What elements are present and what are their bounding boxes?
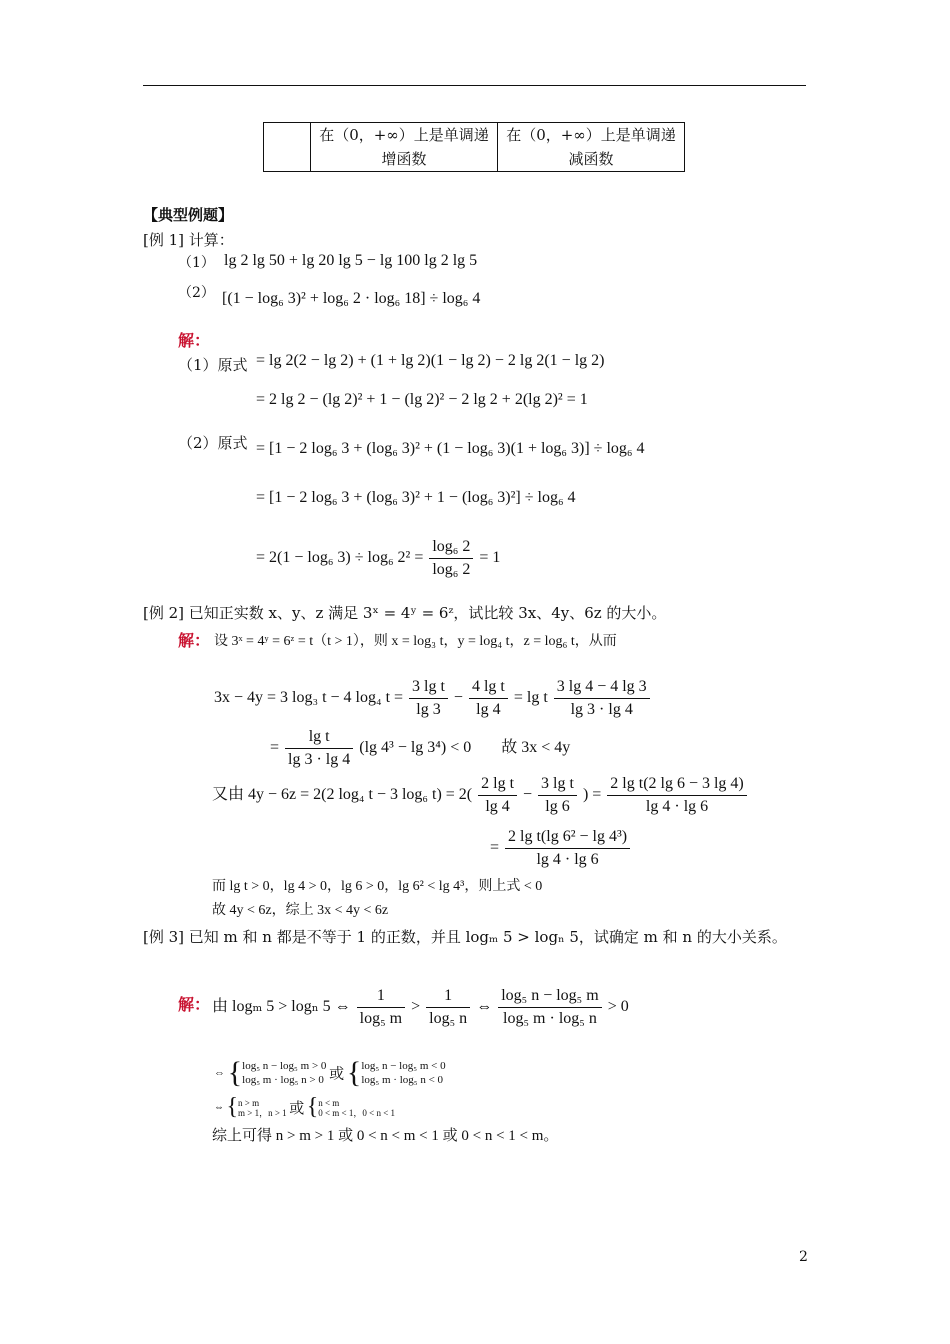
ex2-line3-close: ) = (582, 786, 602, 804)
ex2-line1-fraction-c (554, 676, 650, 721)
system-of-inequalities (318, 1098, 395, 1118)
fraction-denominator: lg 6 (545, 798, 570, 815)
system-row: 0 < m < 1，0 < n < 1 (318, 1107, 396, 1118)
ex2-line4-fraction (505, 826, 630, 871)
system-of-inequalities (361, 1059, 445, 1087)
fraction-numerator: 4 lg t (469, 676, 508, 699)
fraction-numerator: 1 (426, 985, 470, 1008)
fraction-numerator: log₅ n − log₅ m (498, 985, 602, 1008)
fraction-denominator: log₆ 2 (432, 561, 471, 578)
ex2-line2-fraction (285, 726, 353, 771)
ex1-s2-line3 (256, 536, 500, 581)
ex2-line3 (212, 773, 749, 818)
fraction-numerator: 2 lg t(2 lg 6 − 3 lg 4) (607, 773, 746, 796)
system-row: n > m (238, 1097, 260, 1108)
equals-sign: = (270, 739, 280, 757)
ex1-s2-line3-right: = 1 (479, 549, 501, 567)
left-brace-icon: { (226, 1094, 239, 1120)
system-of-inequalities (238, 1098, 287, 1118)
ex1-q1-number: （1） (178, 255, 215, 271)
system-row: log₅ n − log₅ m > 0 (242, 1060, 327, 1072)
ex3-label: [例 3] 已知 m 和 n 都是不等于 1 的正数，并且 logₘ 5 > logₙ 5，试确定 m 和 n 的大小关系。 (143, 928, 787, 946)
system-row: log₅ m · log₅ n > 0 (242, 1074, 324, 1086)
ex2-solution-label: 解： (178, 631, 211, 650)
ex1-s1-prefix: （1）原式 (178, 356, 248, 374)
system-row: log₅ m · log₅ n < 0 (361, 1074, 444, 1086)
ex2-line2 (270, 726, 570, 771)
ex3-solution-label: 解： (178, 995, 211, 1014)
ex3-line1-fraction-b (426, 985, 470, 1030)
ex1-s1-line1: = lg 2(2 − lg 2) + (1 + lg 2)(1 − lg 2) − 2 lg 2(1 − lg 2) (256, 352, 605, 369)
fraction-numerator: 3 lg t (538, 773, 577, 796)
ex2-line5: 而 lg t > 0，lg 4 > 0，lg 6 > 0，lg 6² < lg 4³，则上式 < 0 (212, 879, 543, 894)
ex1-s2-line2: = [1 − 2 log₆ 3 + (log₆ 3)² + 1 − (log₆ 3)²] ÷ log₆ 4 (256, 489, 576, 506)
ex1-s2-prefix: （2）原式 (178, 434, 248, 452)
ex3-line1-left: 由 logₘ 5 > logₙ 5 ⇔ (212, 998, 351, 1016)
ex2-line2-rest: (lg 4³ − lg 3⁴) < 0 (359, 739, 472, 757)
header-rule (143, 85, 806, 86)
system-row: m > 1，n > 1 (238, 1107, 287, 1118)
fraction-numerator: lg t (285, 726, 353, 749)
fraction-denominator: log₅ m (359, 1010, 403, 1027)
section-title: 【典型例题】 (143, 206, 234, 224)
ex3-conclusion: 综上可得 n > m > 1 或 0 < n < m < 1 或 0 < n < 1 < m。 (212, 1128, 559, 1144)
iff-sign: ⇔ (476, 998, 493, 1016)
system-row: n < m (318, 1097, 340, 1108)
ex3-line1-right: > 0 (607, 998, 629, 1016)
equals-sign: = (490, 839, 500, 857)
fraction-denominator: lg 4 (485, 798, 510, 815)
ex2-line3-fraction-a (478, 773, 517, 818)
ex1-s2-line1: = [1 − 2 log₆ 3 + (log₆ 3)² + (1 − log₆ 3)(1 + log₆ 3)] ÷ log₆ 4 (256, 440, 645, 457)
fraction-denominator: lg 4 (476, 701, 501, 718)
fraction-denominator: log₅ m · log₅ n (503, 1010, 597, 1027)
or-word: 或 (289, 1101, 305, 1117)
ex1-q2-expression: [(1 − log₆ 3)² + log₆ 2 · log₆ 18] ÷ log₆ 4 (222, 290, 481, 307)
table-cell-empty (264, 123, 311, 172)
ex2-line3-fraction-c (607, 773, 746, 818)
greater-sign: > (411, 998, 421, 1016)
table-row (264, 123, 685, 172)
fraction-numerator: log₆ 2 (429, 536, 473, 559)
ex2-line4 (490, 826, 632, 871)
table-cell-decreasing: 在（0，+∞）上是单调递减函数 (498, 123, 685, 172)
ex2-line3-fraction-b (538, 773, 577, 818)
fraction-numerator: 3 lg t (409, 676, 448, 699)
left-brace-icon: { (306, 1094, 319, 1120)
ex3-line1 (212, 985, 629, 1030)
ex2-line2-conclusion: 故 3x < 4y (501, 739, 571, 757)
fraction-denominator: lg 4 · lg 6 (536, 851, 599, 868)
table-cell-increasing: 在（0，+∞）上是单调递增函数 (311, 123, 498, 172)
ex2-line1-left: 3x − 4y = 3 log₃ t − 4 log₄ t = (214, 689, 404, 707)
fraction-denominator: lg 4 · lg 6 (645, 798, 709, 815)
page-number: 2 (799, 1249, 808, 1265)
ex2-line3-left: 又由 4y − 6z = 2(2 log₄ t − 3 log₆ t) = 2( (212, 786, 473, 804)
fraction-denominator: lg 3 · lg 4 (570, 701, 633, 718)
iff-sign: ⇔ (214, 1102, 224, 1113)
ex1-label: [例 1] 计算： (143, 231, 234, 249)
ex3-line3 (214, 1094, 395, 1121)
ex1-q1-expression: lg 2 lg 50 + lg 20 lg 5 − lg 100 lg 2 lg 5 (224, 252, 478, 269)
monotonicity-table (263, 122, 685, 172)
ex2-line6: 故 4y < 6z，综上 3x < 4y < 6z (212, 903, 389, 918)
system-of-inequalities (242, 1059, 326, 1087)
ex3-line2 (214, 1056, 446, 1090)
fraction-numerator: 1 (357, 985, 405, 1008)
ex1-s1-line2: = 2 lg 2 − (lg 2)² + 1 − (lg 2)² − 2 lg 2 + 2(lg 2)² = 1 (256, 391, 588, 408)
fraction-numerator: 2 lg t(lg 6² − lg 4³) (505, 826, 630, 849)
left-brace-icon: { (227, 1056, 243, 1089)
minus-sign: − (453, 689, 463, 707)
ex2-line1-fraction-a (409, 676, 448, 721)
ex1-solution-label: 解： (178, 331, 211, 350)
ex2-line1-mid: = lg t (513, 689, 548, 707)
or-word: 或 (329, 1066, 345, 1083)
fraction-denominator: lg 3 · lg 4 (288, 751, 351, 768)
left-brace-icon: { (346, 1056, 362, 1089)
ex2-set-line: 设 3ˣ = 4ʸ = 6ᶻ = t（t > 1），则 x = log₃ t，y = log₄ t，z = log₆ t，从而 (214, 634, 617, 649)
fraction-numerator: 3 lg 4 − 4 lg 3 (554, 676, 650, 699)
minus-sign: − (523, 786, 533, 804)
ex2-line1 (214, 676, 652, 721)
fraction-denominator: log₅ n (429, 1010, 468, 1027)
fraction-denominator: lg 3 (416, 701, 441, 718)
ex2-label: [例 2] 已知正实数 x、y、z 满足 3ˣ = 4ʸ = 6ᶻ，试比较 3x、4y、6z 的大小。 (143, 604, 667, 622)
ex1-q2-number: （2） (178, 285, 215, 301)
ex3-line1-fraction-a (357, 985, 405, 1030)
ex3-line1-fraction-c (498, 985, 602, 1030)
system-row: log₅ n − log₅ m < 0 (361, 1060, 446, 1072)
ex1-s2-line3-left: = 2(1 − log₆ 3) ÷ log₆ 2² = (256, 549, 424, 567)
iff-sign: ⇔ (214, 1067, 225, 1079)
ex2-line1-fraction-b (469, 676, 508, 721)
fraction-numerator: 2 lg t (478, 773, 517, 796)
ex1-s2-fraction (429, 536, 473, 581)
